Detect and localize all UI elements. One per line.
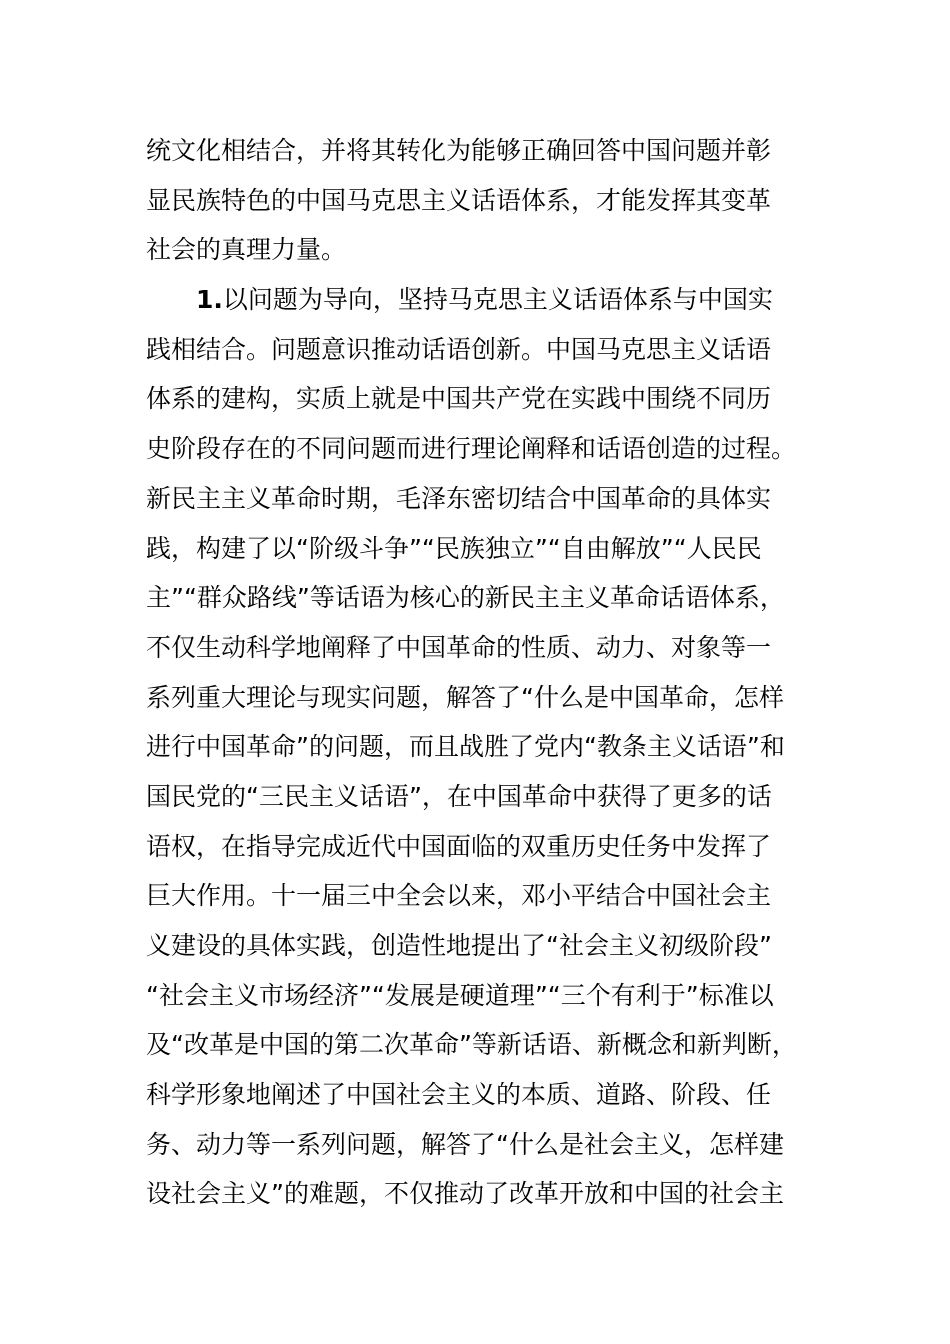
text-line: “社会主义市场经济”“发展是硬道理”“三个有利于”标准以	[146, 980, 774, 1010]
text-line: 统文化相结合，并将其转化为能够正确回答中国问题并彰	[146, 136, 772, 165]
text-line: 践相结合。问题意识推动话语创新。中国马克思主义话语	[146, 334, 772, 364]
text-line: 义建设的具体实践，创造性地提出了“社会主义初级阶段”	[146, 931, 772, 960]
body-text	[146, 126, 806, 1219]
section-heading-text: 以问题为导向，坚持马克思主义话语体系与中国实	[222, 285, 773, 315]
text-line: 践，构建了以“阶级斗争”“民族独立”“自由解放”“人民民	[146, 533, 762, 563]
text-line: 体系的建构，实质上就是中国共产党在实践中围绕不同历	[146, 384, 772, 414]
text-line: 社会的真理力量。	[146, 235, 347, 265]
text-line: 进行中国革命”的问题，而且战胜了党内“教条主义话语”和	[146, 732, 785, 762]
text-line: 史阶段存在的不同问题而进行理论阐释和话语创造的过程。	[146, 434, 797, 464]
section-heading	[146, 275, 806, 325]
text-line: 设社会主义”的难题，不仅推动了改革开放和中国的社会主	[146, 1179, 784, 1209]
text-line: 显民族特色的中国马克思主义话语体系，才能发挥其变革	[146, 185, 772, 215]
text-line: 务、动力等一系列问题，解答了“什么是社会主义，怎样建	[146, 1129, 784, 1159]
text-line: 及“改革是中国的第二次革命”等新话语、新概念和新判断，	[146, 1030, 797, 1060]
text-line: 不仅生动科学地阐释了中国革命的性质、动力、对象等一	[146, 632, 772, 662]
text-line: 主”“群众路线”等话语为核心的新民主主义革命话语体系，	[146, 583, 785, 613]
text-line: 科学形象地阐述了中国社会主义的本质、道路、阶段、任	[146, 1080, 772, 1110]
text-line: 系列重大理论与现实问题，解答了“什么是中国革命，怎样	[146, 682, 784, 712]
text-line: 国民党的“三民主义话语”，在中国革命中获得了更多的话	[146, 781, 772, 811]
section-number: 1.	[196, 285, 223, 315]
text-line: 巨大作用。十一届三中全会以来，邓小平结合中国社会主	[146, 881, 772, 911]
text-line: 新民主主义革命时期，毛泽东密切结合中国革命的具体实	[146, 483, 772, 513]
text-line: 语权，在指导完成近代中国面临的双重历史任务中发挥了	[146, 831, 772, 861]
